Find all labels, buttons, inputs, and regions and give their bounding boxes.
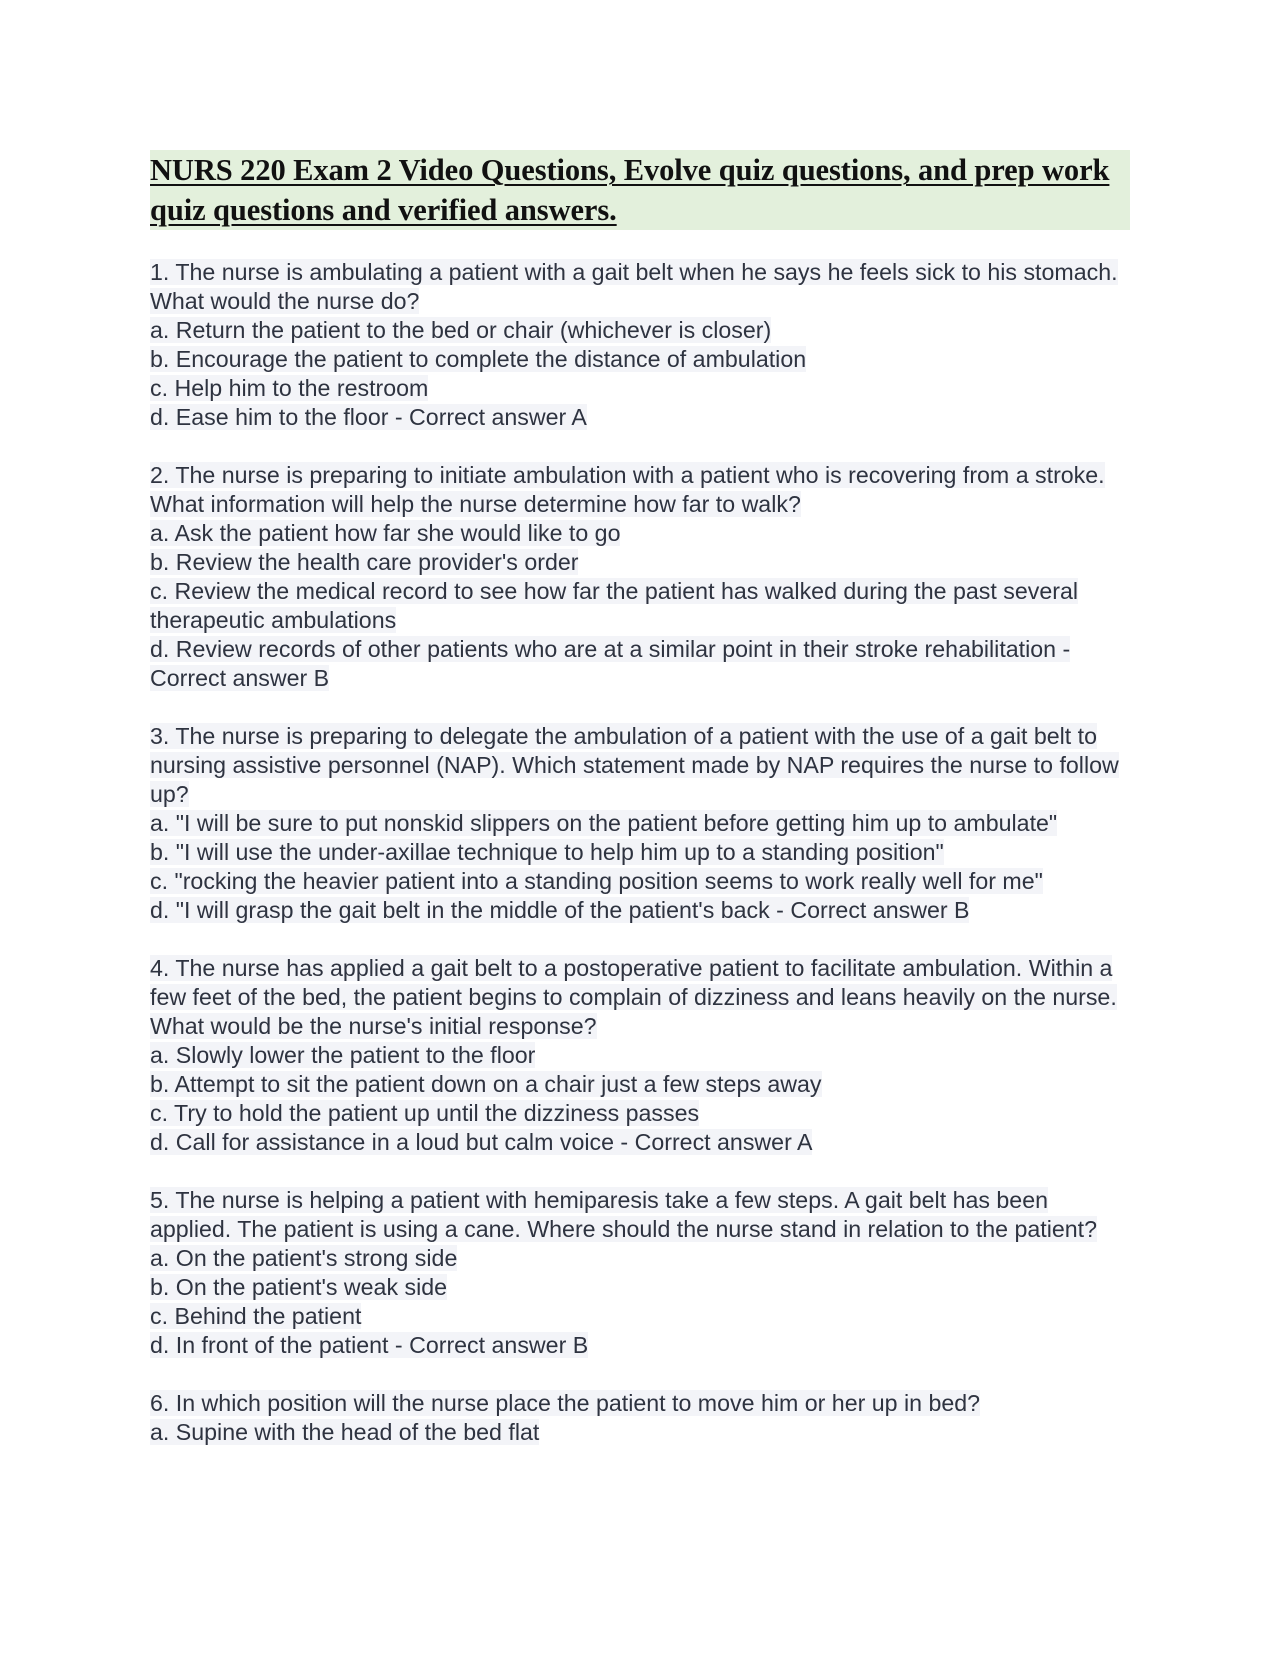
answer-option: b. "I will use the under-axillae technique to help him up to a standing position" bbox=[150, 839, 944, 865]
answer-option: b. Review the health care provider's order bbox=[150, 549, 579, 575]
answer-option: d. In front of the patient - Correct answer B bbox=[150, 1332, 589, 1358]
question-4 bbox=[150, 954, 1130, 1157]
question-stem: 3. The nurse is preparing to delegate the ambulation of a patient with the use of a gait belt to nursing assistive personnel (NAP). Which statement made by NAP requires the nurse to follow up? bbox=[150, 723, 1119, 807]
answer-option: c. Behind the patient bbox=[150, 1303, 362, 1329]
document-page bbox=[150, 150, 1130, 1476]
answer-option: c. Review the medical record to see how far the patient has walked during the past several therapeutic ambulations bbox=[150, 578, 1078, 633]
document-title: NURS 220 Exam 2 Video Questions, Evolve quiz questions, and prep work quiz questions and verified answers. bbox=[150, 150, 1130, 230]
question-stem: 1. The nurse is ambulating a patient with a gait belt when he says he feels sick to his stomach. What would the nurse do? bbox=[150, 259, 1118, 314]
answer-option: c. Help him to the restroom bbox=[150, 375, 429, 401]
question-stem: 6. In which position will the nurse place the patient to move him or her up in bed? bbox=[150, 1390, 981, 1416]
question-list bbox=[150, 258, 1130, 1447]
question-2 bbox=[150, 461, 1130, 693]
answer-option: a. On the patient's strong side bbox=[150, 1245, 458, 1271]
answer-option: a. Ask the patient how far she would like to go bbox=[150, 520, 621, 546]
answer-option: a. "I will be sure to put nonskid slippers on the patient before getting him up to ambulate" bbox=[150, 810, 1058, 836]
question-stem: 5. The nurse is helping a patient with hemiparesis take a few steps. A gait belt has been applied. The patient is using a cane. Where should the nurse stand in relation to the patient? bbox=[150, 1187, 1098, 1242]
answer-option: c. Try to hold the patient up until the dizziness passes bbox=[150, 1100, 700, 1126]
answer-option: a. Slowly lower the patient to the floor bbox=[150, 1042, 536, 1068]
answer-option: d. Call for assistance in a loud but calm voice - Correct answer A bbox=[150, 1129, 813, 1155]
answer-option: d. Review records of other patients who are at a similar point in their stroke rehabilitation - Correct answer B bbox=[150, 636, 1071, 691]
answer-option: b. Encourage the patient to complete the distance of ambulation bbox=[150, 346, 807, 372]
answer-option: a. Supine with the head of the bed flat bbox=[150, 1419, 540, 1445]
answer-option: c. "rocking the heavier patient into a standing position seems to work really well for me" bbox=[150, 868, 1043, 894]
question-6 bbox=[150, 1389, 1130, 1447]
answer-option: a. Return the patient to the bed or chair (whichever is closer) bbox=[150, 317, 772, 343]
question-stem: 4. The nurse has applied a gait belt to a postoperative patient to facilitate ambulation. Within a few feet of the bed, the patient begins to complain of dizziness and leans heavily on the nurse. What would be the nurse's initial response? bbox=[150, 955, 1117, 1039]
answer-option: d. "I will grasp the gait belt in the middle of the patient's back - Correct answer B bbox=[150, 897, 970, 923]
answer-option: b. Attempt to sit the patient down on a chair just a few steps away bbox=[150, 1071, 822, 1097]
question-5 bbox=[150, 1186, 1130, 1360]
question-1 bbox=[150, 258, 1130, 432]
question-stem: 2. The nurse is preparing to initiate ambulation with a patient who is recovering from a stroke. What information will help the nurse determine how far to walk? bbox=[150, 462, 1105, 517]
question-3 bbox=[150, 722, 1130, 925]
answer-option: d. Ease him to the floor - Correct answer A bbox=[150, 404, 587, 430]
answer-option: b. On the patient's weak side bbox=[150, 1274, 448, 1300]
